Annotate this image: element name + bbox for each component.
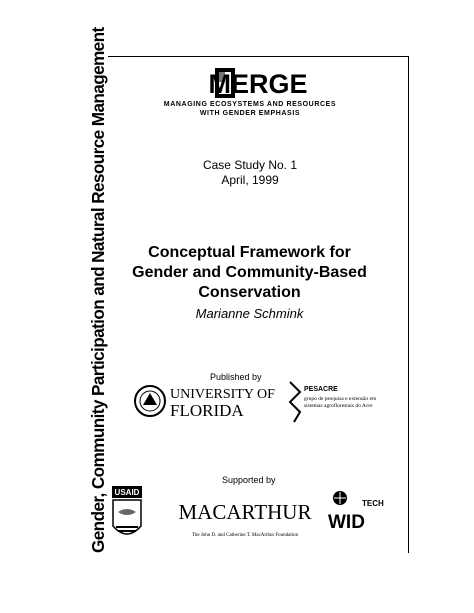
spine-title-band [0, 0, 110, 613]
document-title [112, 243, 387, 303]
macarthur-sub: The John D. and Catherine T. MacArthur Foundation [191, 533, 299, 538]
title-line3: Conservation [198, 284, 301, 301]
case-study-number: Case Study No. 1 [202, 158, 298, 172]
usaid-logo [112, 486, 142, 542]
title-line2: Gender and Community-Based [132, 264, 367, 281]
macarthur-logo [170, 495, 320, 541]
university-of-florida-logo [134, 383, 275, 420]
published-by-label: Published by [210, 372, 262, 382]
uf-seal-icon [143, 393, 157, 405]
title-line1: Conceptual Framework for [148, 244, 351, 261]
merge-subtitle-line2: WITH GENDER EMPHASIS [199, 110, 301, 117]
pesacre-desc1: grupo de pesquisa e extensão em [304, 396, 377, 402]
merge-subtitle-line1: MANAGING ECOSYSTEMS AND RESOURCES [163, 101, 337, 108]
uf-line1: UNIVERSITY OF [170, 387, 275, 402]
pesacre-name: PESACRE [304, 386, 338, 393]
pesacre-leaf-icon [290, 382, 300, 422]
merge-logo [208, 68, 308, 99]
case-study-info [150, 158, 350, 188]
usaid-text: USAID [114, 488, 140, 497]
uf-line2: FLORIDA [170, 401, 244, 420]
author-name: Marianne Schmink [195, 306, 304, 321]
case-study-date: April, 1999 [221, 173, 279, 187]
macarthur-name: MACARTHUR [178, 500, 312, 524]
pesacre-desc2: sistemas agroflorestais do Acre [304, 403, 373, 409]
merge-logo-text: MERGE [208, 69, 308, 99]
pesacre-logo [286, 380, 398, 424]
usaid-shield-icon [113, 500, 141, 534]
wid-text: WID [328, 512, 365, 533]
merge-subtitle [150, 100, 350, 118]
spine-title: Gender, Community Participation and Natural Resource Management [88, 27, 108, 553]
widtech-logo [326, 488, 390, 534]
supported-by-label: Supported by [222, 475, 276, 485]
tech-text: TECH [362, 499, 384, 508]
